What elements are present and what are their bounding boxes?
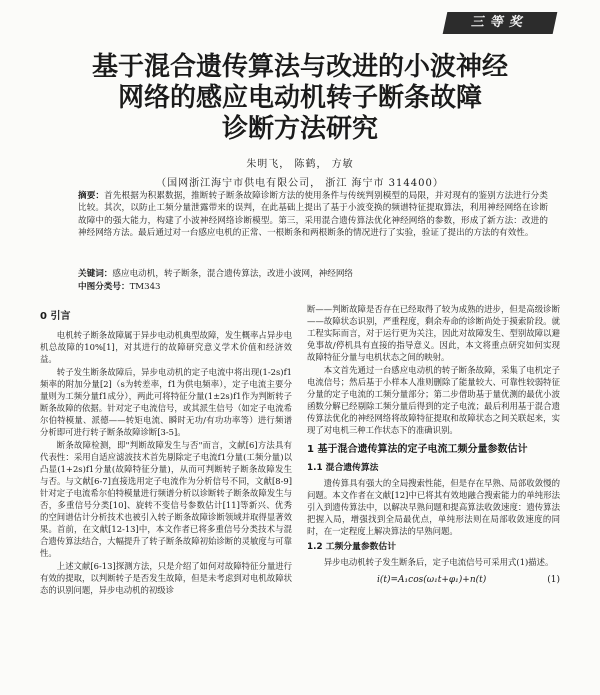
paper-title — [40, 52, 560, 145]
keywords-text: 感应电动机，转子断条，混合遗传算法，改进小波网，神经网络 — [112, 269, 354, 279]
paragraph: 断条故障检测，即"判断故障发生与否"而言，文献[6]方法具有代表性：采用自适应滤波技术首先剔除定子电流f1分量(工频分量)以凸显(1+2s)f1分量(故障特征分量)，从而可判断转子断条故障发生与否。与文献[6-7]直接选用定子电流作为分析信号不同，文献[8-9]针对定子电流希尔伯特模量进行频谱分析以诊断转子断条故障发生与否，多重信号分类[10]、旋转不变信号参数估计[11]等新兴、优秀的空间谱估计分析技术也被引入转子断条故障诊断领域并取得显著效果。首前，在文献[12-13]中，本文作者已将多重信号分类技术与混合遗传算法结合，大幅提升了转子断条故障初始诊断的灵敏度与可靠性。 — [40, 440, 292, 558]
keywords — [78, 268, 548, 280]
equation-text: i(t)=A₁cos(ω₁t+φ₁)+n(t) — [377, 575, 487, 585]
subsection-heading-1-1: 1.1 混合遗传算法 — [307, 463, 379, 473]
abstract — [78, 190, 548, 239]
equation-number: (1) — [547, 575, 560, 585]
title-line: 基于混合遗传算法与改进的小波神经 — [91, 52, 508, 82]
classification-label: 中图分类号： — [78, 282, 130, 292]
paragraph: 断——判断故障是否存在已经取得了较为成熟的进步，但是高级诊断——故障状态识别，严重程度，剩余寿命的诊断尚处于摸索阶段。就工程实际而言，对于运行更为关注，因此对故障发生、型别故障以避免事故/停机具有直接的指导意义。因此，本文将重点研究如何实现故障特征分量与电机状态之间的映射。 — [307, 304, 560, 362]
title-line: 网络的感应电动机转子断条故障 — [117, 83, 482, 113]
affiliation: （国网浙江海宁市供电有限公司， 浙江 海宁市 314400） — [156, 178, 444, 189]
left-column — [40, 303, 292, 597]
paragraph: 遗传算具有强大的全局搜索性能，但是存在早熟、局部收敛慢的问题。本文作者在文献[12]中已将其有效地融合搜索能力的单纯形法引入到遗传算法中，以解决早熟问题和提高算法收敛速度：遗传算法把握入局，增强找到全局最优点，单纯形法则在局部收敛速度的同时，在一定程度上解决算法的早熟问题。 — [307, 478, 560, 536]
equation-1 — [307, 574, 560, 586]
paragraph: 本文首先通过一台感应电动机的转子断条故障，采集了电机定子电流信号；然后基于小样本人准则删除了能量较大、可靠性较弱特征分量的定子电流的工频分量部分；第二步借助基于量优测的最优小波函数分解已经剔除工频分量后得到的定子电流；最后利用基于混合遗传算法优化的神经网络将故障特征提取和故障状态之间关联起来，实现了对电机三种工作状态下的准确识别。 — [307, 365, 560, 435]
right-column — [307, 303, 560, 586]
abstract-label: 摘要： — [78, 191, 105, 201]
paragraph: 电机转子断条故障属于异步电动机典型故障，发生概率占异步电机总故障的10%[1]，对其进行的故障研究意义学术价值和经济效益。 — [40, 330, 292, 364]
authors: 朱明飞， 陈鹤， 方敏 — [246, 159, 354, 170]
section-heading-1: 1 基于混合遗传算法的定子电流工频分量参数估计 — [307, 444, 528, 455]
paragraph: 转子发生断条故障后，异步电动机的定子电流中将出现(1-2s)f1频率的附加分量[2]（s为转差率，f1为供电频率），定子电流主要分量则为工频分量f1成分），两此可将特征分量(1±2s)f1作为判断转子断条故障的依据。针对定子电流信号，或其派生信号（如定子电流希尔伯特模量、派德——转矩电流、瞬时无功/有功功率等）进行频谱分析即可进行转子断条故障诊断[3-5]。 — [40, 367, 292, 437]
keywords-label: 关键词： — [78, 269, 113, 279]
paragraph: 上述文献[6-13]探测方法，只是介绍了如何对故障特征分量进行有效的提取，以判断转子是否发生故障，但是未考虑到对电机故障状态的识别问题，异步电动机的初级诊 — [40, 561, 292, 595]
classification-text: TM343 — [129, 282, 161, 292]
section-heading-intro: 0 引言 — [40, 311, 71, 322]
classification — [78, 281, 548, 293]
abstract-text: 首先根据为积累数据，推断转子断条故障诊断方法的使用条件与传统判别模型的局限，并对现有的鉴别方法进行分类比较。其次，以防止工频分量泄露带来的误判，在此基础上提出了基于小波变换的频谱特征提取算法，利用神经网络在诊断故障中的强大能力，构建了小波神经网络诊断模型。第三，采用混合遗传算法优化神经网络的参数，形成了新方法：改进的神经网络方法。最后通过对一台感应电机的正常、一根断条和两根断条的情况进行了实验，验证了提出的方法的有效性。 — [78, 191, 548, 238]
subsection-heading-1-2: 1.2 工频分量参数估计 — [307, 542, 397, 552]
title-line: 诊断方法研究 — [221, 114, 378, 144]
paragraph: 异步电动机转子发生断条后，定子电流信号可采用式(1)描述。 — [323, 557, 554, 567]
award-badge: 三等奖 — [443, 12, 558, 34]
